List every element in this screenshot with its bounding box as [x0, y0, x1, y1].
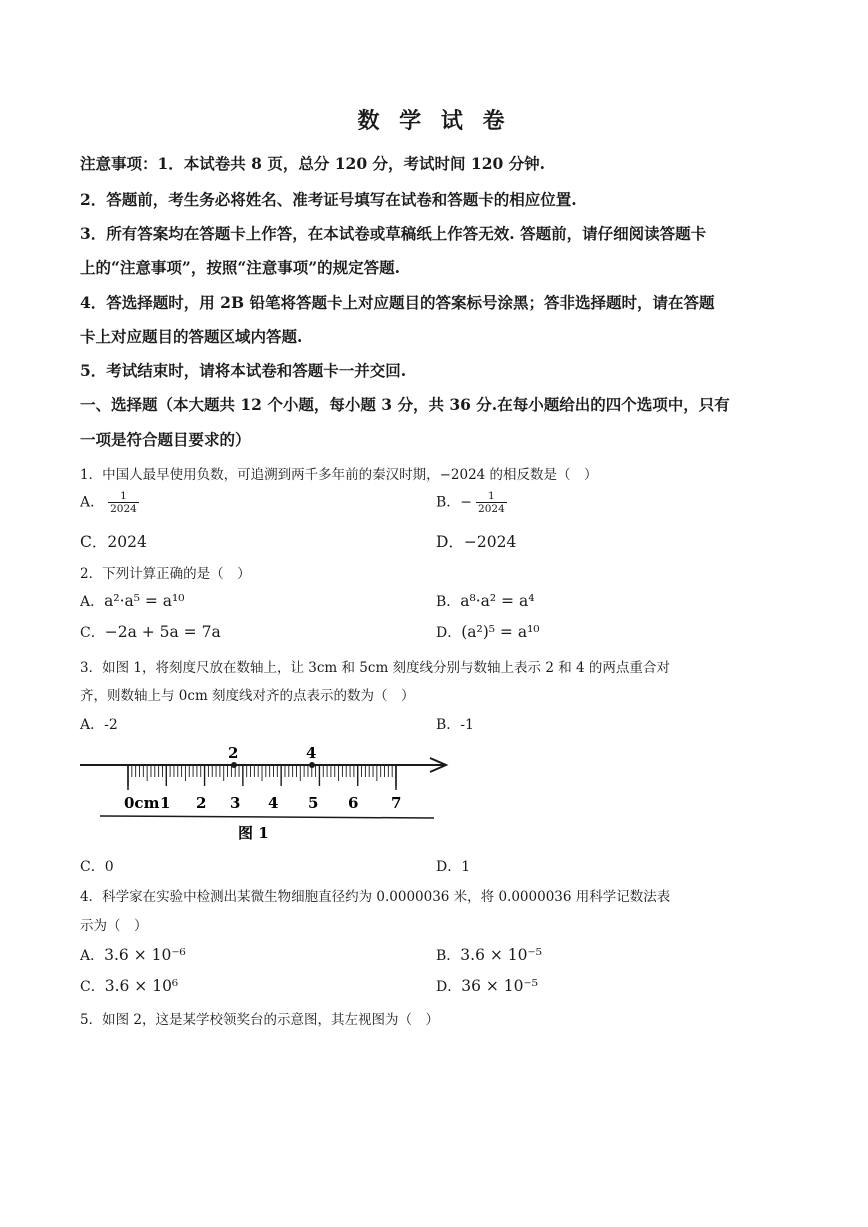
- question-1-stem: 1．中国人最早使用负数，可追溯到两千多年前的秦汉时期，−2024 的相反数是（ ）: [80, 467, 598, 483]
- question-5-stem: 5．如图 2，这是某学校领奖台的示意图，其左视图为（ ）: [80, 1012, 439, 1028]
- question-3-option-b: B．-1: [436, 717, 474, 733]
- notice-line-3: 3．所有答案均在答题卡上作答，在本试卷或草稿纸上作答无效. 答题前，请仔细阅读答题卡: [80, 224, 707, 243]
- option-expression: 3.6 × 10⁻⁵: [460, 946, 542, 964]
- question-4-option-b: [436, 945, 542, 965]
- section-heading-line-1: 一、选择题（本大题共 12 个小题，每小题 3 分，共 36 分.在每小题给出的四个选项中，只有: [80, 395, 730, 414]
- question-3-option-c: C．0: [80, 859, 114, 875]
- ruler-label-1: 1: [160, 794, 171, 812]
- option-expression: 3.6 × 10⁻⁶: [104, 946, 186, 964]
- option-label: A．: [80, 594, 105, 610]
- fraction-numerator: 1: [108, 490, 139, 503]
- question-4-option-a: [80, 945, 186, 965]
- question-4-stem-line-2: 示为（ ）: [80, 918, 148, 934]
- question-2-option-c: [80, 622, 221, 642]
- ruler-label-5: 5: [308, 794, 319, 812]
- option-label: C．: [80, 625, 105, 641]
- question-2-option-d: [436, 622, 540, 642]
- fraction-denominator: 2024: [478, 503, 505, 515]
- option-expression: (a²)⁵ = a¹⁰: [461, 623, 540, 641]
- question-1-option-b: [436, 490, 507, 515]
- ruler-label-4: 4: [268, 794, 279, 812]
- ruler-ticks: [128, 766, 396, 786]
- notice-line-4: 上的“注意事项”，按照“注意事项”的规定答题.: [80, 258, 401, 277]
- question-1-option-a: [80, 490, 139, 515]
- question-3-option-a: A．-2: [80, 717, 118, 733]
- option-label: A．: [80, 948, 105, 964]
- figure-caption: 图 1: [238, 824, 269, 842]
- fraction: [108, 490, 139, 515]
- question-4-stem-line-1: 4．科学家在实验中检测出某微生物细胞直径约为 0.0000036 米，将 0.0000036 用科学记数法表: [80, 889, 671, 905]
- ruler-label-0cm: 0cm: [124, 794, 160, 812]
- notice-line-6: 卡上对应题目的答题区域内答题.: [80, 327, 303, 346]
- page-title: 数 学 试 卷: [357, 108, 511, 134]
- option-label: B．−: [436, 494, 473, 511]
- section-heading-line-2: 一项是符合题目要求的）: [80, 430, 251, 449]
- option-label: B．: [436, 594, 461, 610]
- option-label: B．: [436, 948, 461, 964]
- question-2-option-b: [436, 591, 534, 611]
- question-1-option-d: D．−2024: [436, 533, 517, 551]
- option-expression: −2a + 5a = 7a: [104, 623, 221, 641]
- question-4-option-d: [436, 976, 538, 996]
- ruler-diagram: [76, 738, 456, 848]
- axis-point-2: [231, 762, 237, 768]
- question-2-stem: 2．下列计算正确的是（ ）: [80, 566, 251, 582]
- question-4-option-c: [80, 976, 178, 996]
- option-label: D．: [436, 979, 462, 995]
- fraction-denominator: 2024: [110, 503, 137, 515]
- figure-1-ruler-number-line: [76, 738, 456, 848]
- option-label: A．: [80, 494, 105, 511]
- question-1-option-c: C．2024: [80, 533, 147, 551]
- notice-line-5: 4．答选择题时，用 2B 铅笔将答题卡上对应题目的答案标号涂黑；答非选择题时，请在答题: [80, 293, 715, 312]
- fraction: [476, 490, 507, 515]
- question-3-option-d: D．1: [436, 859, 471, 875]
- fraction-numerator: 1: [476, 490, 507, 503]
- notice-line-2: 2．答题前，考生务必将姓名、准考证号填写在试卷和答题卡的相应位置.: [80, 190, 577, 209]
- option-expression: a⁸·a² = a⁴: [460, 592, 535, 610]
- ruler-label-3: 3: [230, 794, 241, 812]
- option-expression: 36 × 10⁻⁵: [461, 977, 538, 995]
- axis-label-2: 2: [228, 744, 239, 762]
- ruler-bottom-edge: [100, 816, 434, 818]
- notice-line-7: 5．考试结束时，请将本试卷和答题卡一并交回.: [80, 361, 407, 380]
- axis-label-4: 4: [306, 744, 317, 762]
- option-label: C．: [80, 979, 105, 995]
- ruler-label-7: 7: [391, 794, 402, 812]
- question-3-stem-line-2: 齐，则数轴上与 0cm 刻度线对齐的点表示的数为（ ）: [80, 688, 415, 704]
- notice-line-1: 注意事项：1．本试卷共 8 页，总分 120 分，考试时间 120 分钟.: [80, 154, 546, 173]
- ruler-label-2: 2: [196, 794, 207, 812]
- option-label: D．: [436, 625, 462, 641]
- option-expression: a²·a⁵ = a¹⁰: [104, 592, 185, 610]
- option-expression: 3.6 × 10⁶: [104, 977, 179, 995]
- ruler-label-6: 6: [348, 794, 359, 812]
- question-2-option-a: [80, 591, 184, 611]
- question-3-stem-line-1: 3．如图 1，将刻度尺放在数轴上，让 3cm 和 5cm 刻度线分别与数轴上表示 2 和 4 的两点重合对: [80, 660, 670, 676]
